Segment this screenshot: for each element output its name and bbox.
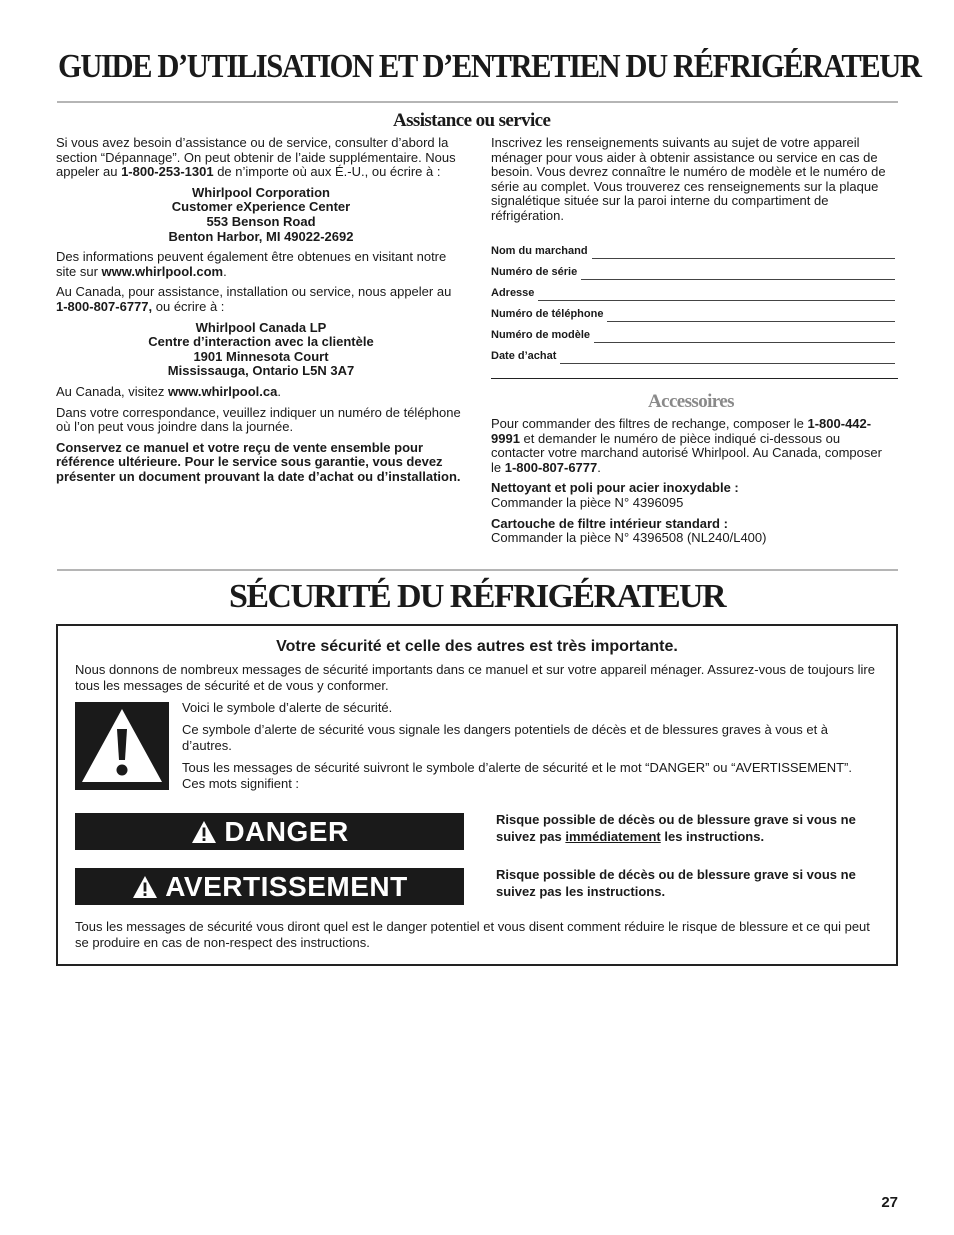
field-model-number[interactable]: Numéro de modèle	[491, 322, 895, 343]
canada-address: Whirlpool Canada LP Centre d’interaction avec la clientèle 1901 Minnesota Court Mississauga, Ontario L5N 3A7	[148, 319, 374, 379]
field-dealer-name[interactable]: Nom du marchand	[491, 238, 895, 259]
safety-intro: Nous donnons de nombreux messages de sécurité importants dans ce manuel et sur votre appareil ménager. Assurez-vous de toujours lire tous les messages de sécurité et de vous y conformer.	[75, 662, 875, 693]
accessories-section	[491, 417, 895, 552]
safety-footer: Tous les messages de sécurité vous diront quel est le danger potentiel et vous disent comment réduire le risque de blessure et ce qui peut se produire en cas de non-respect des instructions.	[75, 919, 870, 950]
warning-signal-word: AVERTISSEMENT	[75, 868, 464, 905]
us-website-link[interactable]: www.whirlpool.com	[101, 263, 224, 279]
danger-description: Risque possible de décès ou de blessure grave si vous ne suivez pas immédiatement les instructions.	[496, 812, 856, 844]
accessories-heading: Accessoires	[648, 391, 734, 412]
page-title: GUIDE D’UTILISATION ET D’ENTRETIEN DU RÉFRIGÉRATEUR	[58, 48, 921, 85]
record-intro: Inscrivez les renseignements suivants au sujet de votre appareil ménager pour vous aider à obtenir assistance ou service en cas de besoin. Vous devrez connaître le numéro de modèle et le numéro de série au complet. Vous trouverez ces renseignements sur la plaque signalétique située sur la paroi interne du compartiment de réfrigération.	[491, 135, 886, 223]
section-divider	[57, 569, 898, 571]
warning-triangle-icon	[190, 819, 218, 845]
canada-phone: 1-800-807-6777,	[56, 298, 153, 314]
safety-symbol-text: Voici le symbole d’alerte de sécurité. Ce symbole d’alerte de sécurité vous signale les dangers potentiels de décès et de blessures graves à vous et à d’autres. Tous les messages de sécurité suivront le symbole d’alerte de sécurité et le mot “DANGER” ou “AVERTISSEMENT”. Ces mots signifient :	[182, 700, 852, 791]
accessory-item: Cartouche de filtre intérieur standard : Commander la pièce N° 4396508 (NL240/L400)	[491, 515, 767, 546]
assistance-right-column	[491, 136, 895, 364]
keep-manual-notice: Conservez ce manuel et votre reçu de vente ensemble pour référence ultérieure. Pour le service sous garantie, vous devez présenter un document prouvant la date d’achat ou d’installation.	[56, 439, 461, 484]
assistance-intro: Si vous avez besoin d’assistance ou de service, consulter d’abord la section “Dépannage”. On peut obtenir de l’aide supplémentaire. Nous appeler au 1-800-253-1301 de n’importe où aux É.-U., ou écrire à :	[56, 135, 456, 180]
assistance-heading: Assistance ou service	[393, 110, 551, 131]
us-address: Whirlpool Corporation Customer eXperience Center 553 Benson Road Benton Harbor, MI 49022-2692	[168, 184, 354, 244]
field-phone-number[interactable]: Numéro de téléphone	[491, 301, 895, 322]
safety-box	[56, 624, 898, 966]
warning-triangle-icon	[131, 874, 159, 900]
danger-signal-word: DANGER	[75, 813, 464, 850]
canada-website-link[interactable]: www.whirlpool.ca	[168, 383, 278, 399]
assistance-left-column	[56, 136, 466, 490]
safety-title: SÉCURITÉ DU RÉFRIGÉRATEUR	[229, 578, 725, 615]
correspondence-text: Dans votre correspondance, veuillez indiquer un numéro de téléphone où l’on peut vous joindre dans la journée.	[56, 404, 461, 435]
accessories-divider	[491, 378, 898, 379]
safety-alert-symbol	[75, 702, 169, 790]
field-serial-number[interactable]: Numéro de série	[491, 259, 895, 280]
warning-triangle-icon	[75, 702, 169, 790]
us-phone: 1-800-253-1301	[121, 164, 214, 180]
page-number: 27	[881, 1194, 898, 1211]
safety-box-title: Votre sécurité et celle des autres est très importante.	[276, 638, 678, 655]
accessories-intro: Pour commander des filtres de rechange, composer le 1-800-442-9991 et demander le numéro de pièce indiqué ci-dessous ou contacter votre marchand autorisé Whirlpool. Au Canada, composer le 1-800-807-6777.	[491, 416, 882, 475]
canada-intro: Au Canada, pour assistance, installation ou service, nous appeler au 1-800-807-6777, ou écrire à :	[56, 284, 452, 314]
title-divider	[57, 101, 898, 103]
field-purchase-date[interactable]: Date d’achat	[491, 343, 895, 364]
field-address[interactable]: Adresse	[491, 280, 895, 301]
warning-description: Risque possible de décès ou de blessure grave si vous ne suivez pas les instructions.	[496, 867, 856, 899]
us-website-text: Des informations peuvent également être obtenues en visitant notre site sur www.whirlpool.com.	[56, 249, 447, 279]
accessory-item: Nettoyant et poli pour acier inoxydable : Commander la pièce N° 4396095	[491, 480, 739, 510]
canada-website-text: Au Canada, visitez www.whirlpool.ca.	[56, 383, 281, 399]
